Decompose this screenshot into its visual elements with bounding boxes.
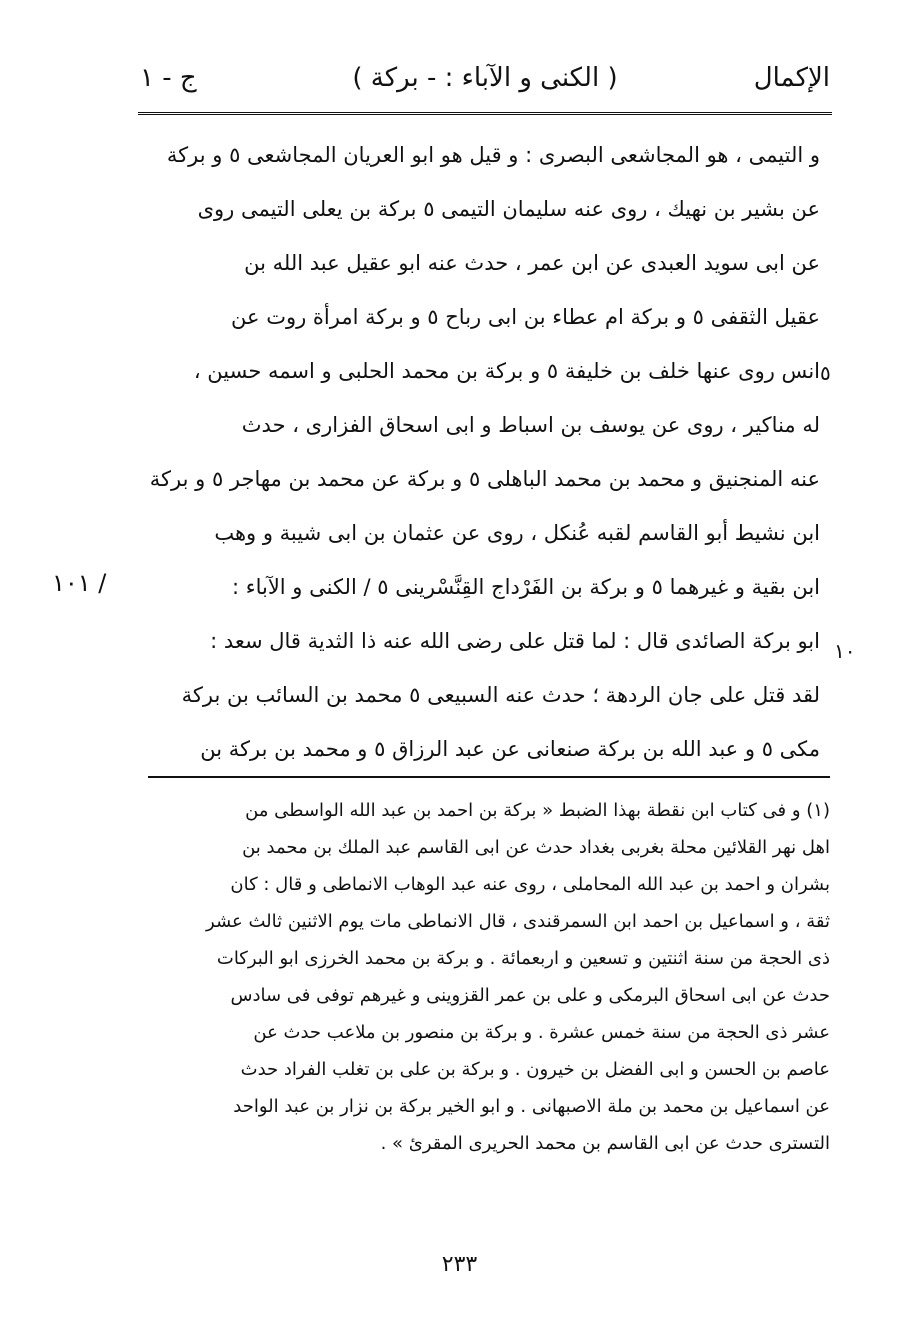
header-rule (138, 112, 832, 115)
footnote-line: عشر ذى الحجة من سنة خمس عشرة . و بركة بن منصور بن ملاعب حدث عن (253, 1022, 830, 1043)
page-number: ٢٣٣ (441, 1252, 478, 1277)
text-line: عن بشير بن نهيك ، روى عنه سليمان التيمى ٥ بركة بن يعلى التيمى روى (197, 197, 820, 221)
footnote-line: عن اسماعيل بن محمد بن ملة الاصبهانى . و ابو الخير بركة بن نزار بن عبد الواحد (233, 1096, 830, 1117)
text-line: ابن نشيط أبو القاسم لقبه عُنكل ، روى عن عثمان بن ابى شيبة و وهب (214, 521, 820, 545)
footnote-line: اهل نهر القلائين محلة بغربى بغداد حدث عن ابى القاسم عبد الملك بن محمد بن (242, 837, 830, 858)
footnote-line: ذى الحجة من سنة اثنتين و تسعين و اربعمائة . و بركة بن محمد الخرزى ابو البركات (216, 948, 830, 969)
footnotes (150, 792, 830, 1162)
text-line: لقد قتل على جان الردهة ؛ حدث عنه السبيعى ٥ محمد بن السائب بن بركة (181, 683, 820, 707)
footnote-line: حدث عن ابى اسحاق البرمكى و على بن عمر القزوينى و غيرهم توفى فى سادس (230, 985, 830, 1006)
text-line: عقيل الثقفى ٥ و بركة ام عطاء بن ابى رباح ٥ و بركة امرأة روت عن (231, 305, 820, 329)
footnote-line: التسترى حدث عن ابى القاسم بن محمد الحريرى المقرئ » . (380, 1133, 830, 1154)
line-number-five: ٥ (820, 361, 831, 385)
text-line: ابن بقية و غيرهما ٥ و بركة بن الفَرْداج القِنَّسْرينى ٥ / الكنى و الآباء : (231, 575, 820, 599)
section-title: ( الكنى و الآباء : - بركة ) (352, 63, 618, 93)
footnote-line: بشران و احمد بن عبد الله المحاملى ، روى عنه عبد الوهاب الانماطى و قال : كان (230, 874, 830, 895)
text-line: مكى ٥ و عبد الله بن بركة صنعانى عن عبد الرزاق ٥ و محمد بن بركة بن (200, 737, 820, 761)
folio-marker: ١٠١ / (52, 569, 107, 597)
text-line: له مناكير ، روى عن يوسف بن اسباط و ابى اسحاق الفزارى ، حدث (241, 413, 820, 437)
book-title: الإكمال (753, 63, 830, 93)
footnote-rule (148, 776, 830, 778)
text-line: ابو بركة الصائدى قال : لما قتل على رضى الله عنه ذا الثدية قال سعد : (210, 629, 820, 653)
line-number-ten: ١٠ (834, 639, 856, 663)
text-line: انس روى عنها خلف بن خليفة ٥ و بركة بن محمد الحلبى و اسمه حسين ، (193, 359, 820, 383)
footnote-line: ثقة ، و اسماعيل بن احمد ابن السمرقندى ، قال الانماطى مات يوم الاثنين ثالث عشر (206, 911, 830, 932)
volume-number: ج - ١ (140, 63, 197, 93)
footnote-line: (١) و فى كتاب ابن نقطة بهذا الضبط « بركة بن احمد بن عبد الله الواسطى من (245, 800, 830, 821)
text-line: عنه المنجنيق و محمد بن محمد الباهلى ٥ و بركة عن محمد بن مهاجر ٥ و بركة (149, 467, 820, 491)
text-line: و التيمى ، هو المجاشعى البصرى : و قيل هو ابو العريان المجاشعى ٥ و بركة (166, 143, 820, 167)
main-text (149, 128, 820, 776)
running-header (140, 60, 830, 104)
text-line: عن ابى سويد العبدى عن ابن عمر ، حدث عنه ابو عقيل عبد الله بن (244, 251, 820, 275)
footnote-line: عاصم بن الحسن و ابى الفضل بن خيرون . و بركة بن على بن تغلب الفراد حدث (240, 1059, 830, 1080)
